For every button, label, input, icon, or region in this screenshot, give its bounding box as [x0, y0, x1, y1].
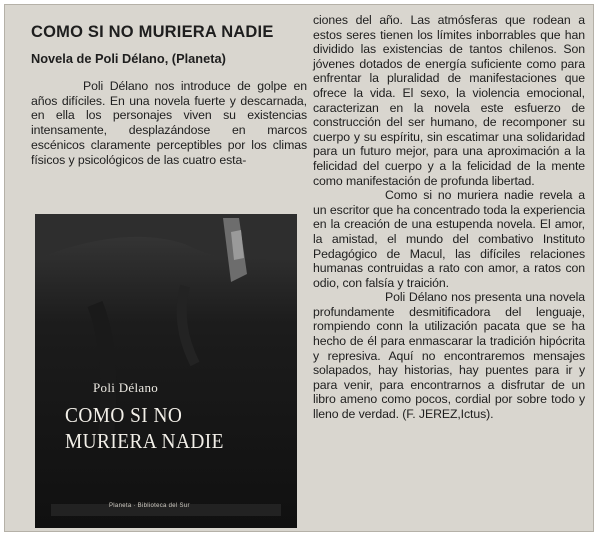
article-paragraph-3 [313, 290, 585, 421]
article-subtitle: Novela de Poli Délano, (Planeta) [31, 51, 226, 66]
newspaper-clipping [4, 4, 594, 532]
article-paragraph-1: Poli Délano nos introduce de golpe en años difíciles. En una novela fuerte y descarnada, en ella los personajes viven su existencias intensamente, desplazándose en marcos escénicos claramente perceptibles por los climas físicos y psicológicos de las cuatro esta- [31, 79, 307, 167]
cover-title: COMO SI NO MURIERA NADIE [65, 403, 224, 453]
right-column [313, 13, 585, 422]
left-column [31, 23, 307, 167]
article-paragraph-1-continued: ciones del año. Las atmósferas que rodean a estos seres tienen los límites inborrables que han dividido las existencias de tantos chilenos. Son jóvenes dotados de energía suficiente como para enfrentar la pluralidad de manifestaciones que ofrece la vida. El sexo, la violencia emocional, caracterizan en la novela este esfuerzo de construcción del ser humano, de recomponer su cuerpo y su espíritu, sin escatimar una solidaridad para un futuro mejor, para una aproximación a la felicidad del cuerpo y a la felicidad de la mente como manifestación de profunda libertad. [313, 13, 585, 188]
book-cover-image [35, 214, 297, 528]
cover-imprint: Planeta · Biblioteca del Sur [109, 503, 190, 509]
cover-author: Poli Délano [93, 380, 159, 395]
article-paragraph-2: Como si no muriera nadie revela a un escritor que ha concentrado toda la experiencia en la creación de una estupenda novela. El amor, la amistad, el mundo del combativo Instituto Pedagógico de Macul, las difíciles relaciones humanas contruidas a rato con amor, a ratos con odio, con falsía y traición. [313, 188, 585, 290]
article-paragraph-3-text: Poli Délano nos presenta una novela profundamente desmitificadora del lenguaje, rompiendo conn la utilización pacata que se ha hecho de él para enmascarar la tradición hipócrita y represiva. Aquí no encontraremos mensajes solapados, hay historias, hay puentes para ir y para venir, para encontrarnos a disfrutar de un libro ameno como pocos, cordial por sobre todo y lleno de verdad. [313, 290, 585, 422]
article-title: COMO SI NO MURIERA NADIE [31, 23, 274, 41]
article-signature: (F. JEREZ,Ictus). [402, 407, 494, 422]
cover-artwork [35, 214, 297, 528]
